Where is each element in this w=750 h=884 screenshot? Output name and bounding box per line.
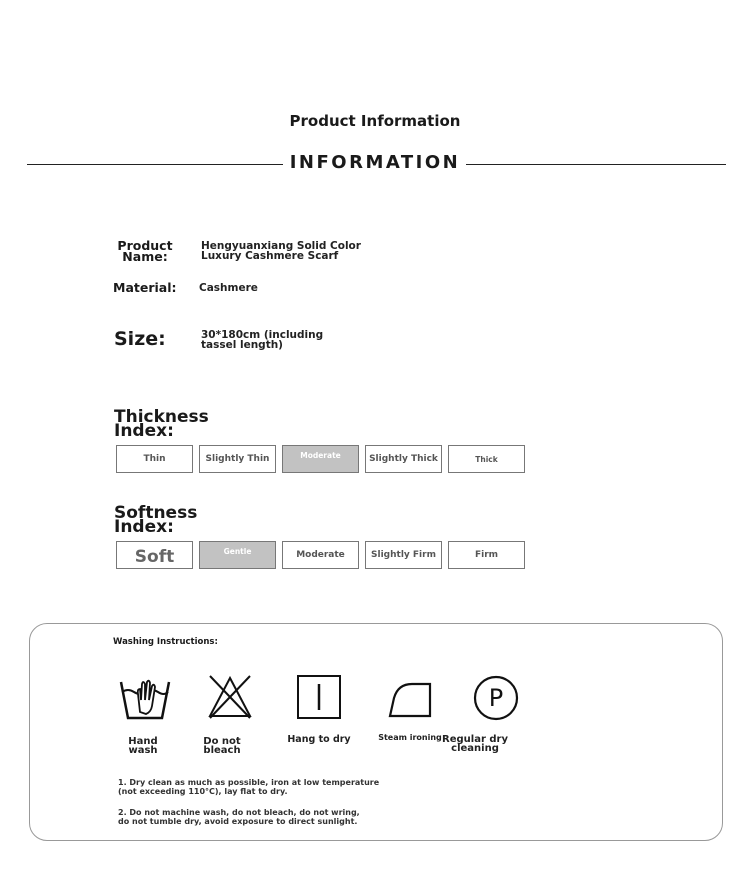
product-name-label: Product Name: — [117, 238, 173, 264]
size-value: 30*180cm (including tassel length) — [201, 329, 324, 351]
washing-instructions-title: Washing Instructions: — [113, 637, 218, 647]
page-title: Product Information — [289, 112, 461, 130]
hang-to-dry-icon — [296, 674, 342, 724]
softness-option-moderate: Moderate — [282, 541, 359, 569]
softness-option-firm: Firm — [448, 541, 525, 569]
thickness-option-thin: Thin — [116, 445, 193, 473]
thickness-index-label: Thickness Index: — [114, 407, 209, 441]
hang-to-dry-label: Hang to dry — [287, 734, 351, 745]
product-name-value: Hengyuanxiang Solid Color Luxury Cashmere Scarf — [201, 240, 361, 262]
do-not-bleach-icon — [206, 674, 254, 724]
softness-options — [116, 541, 525, 569]
steam-ironing-label: Steam ironing — [378, 733, 442, 742]
softness-option-slightly-firm: Slightly Firm — [365, 541, 442, 569]
material-value: Cashmere — [199, 282, 258, 294]
washing-note-1: 1. Dry clean as much as possible, iron at low temperature (not exceeding 110°C), lay flat to dry. — [118, 778, 380, 796]
regular-dry-cleaning-icon — [472, 674, 520, 726]
thickness-options — [116, 445, 525, 473]
material-label: Material: — [113, 280, 177, 295]
do-not-bleach-label: Do not bleach — [203, 736, 241, 756]
svg-text:P: P — [488, 684, 504, 712]
softness-option-gentle-selected: Gentle — [199, 541, 276, 569]
regular-dry-cleaning-label: Regular dry cleaning — [442, 734, 508, 754]
size-label: Size: — [114, 328, 166, 350]
section-heading: INFORMATION — [289, 152, 461, 173]
softness-index-label: Softness Index: — [114, 503, 198, 537]
thickness-option-thick: Thick — [448, 445, 525, 473]
hand-wash-label: Hand wash — [128, 736, 158, 756]
thickness-option-slightly-thick: Slightly Thick — [365, 445, 442, 473]
washing-note-2: 2. Do not machine wash, do not bleach, do not wring, do not tumble dry, avoid exposure to direct sunlight. — [118, 808, 360, 826]
thickness-option-moderate-selected: Moderate — [282, 445, 359, 473]
thickness-option-slightly-thin: Slightly Thin — [199, 445, 276, 473]
steam-ironing-icon — [386, 674, 436, 724]
hand-wash-icon — [118, 672, 172, 726]
softness-option-soft: Soft — [116, 541, 193, 569]
